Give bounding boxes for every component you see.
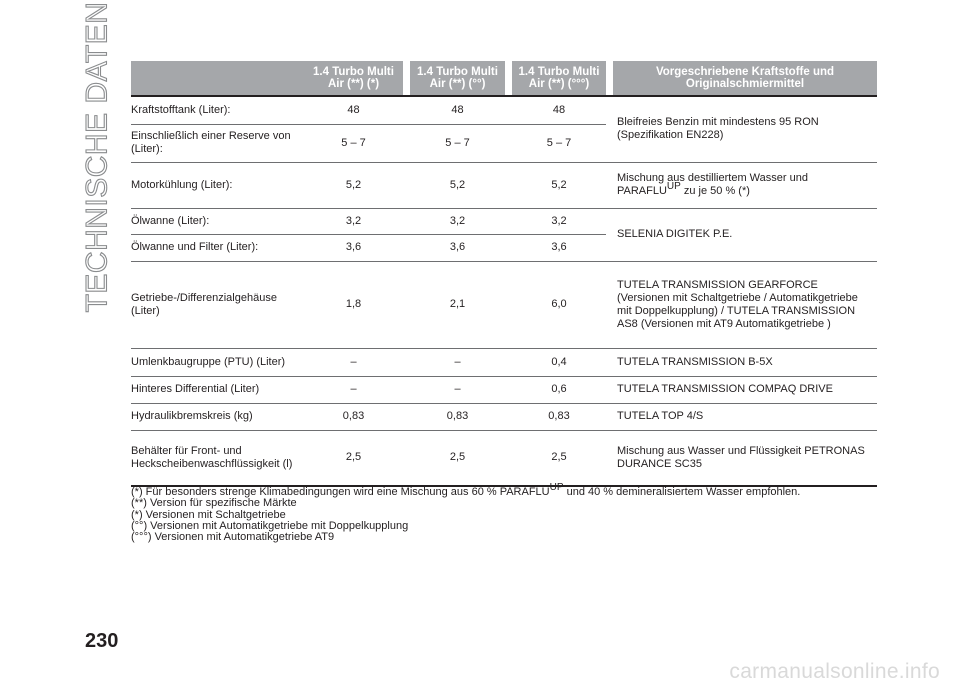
row-label: Hinteres Differential (Liter): [131, 376, 304, 403]
page-number: 230: [85, 630, 119, 652]
value-engine-2: –: [410, 376, 505, 403]
table-row: [131, 162, 877, 208]
technical-data-table: [131, 61, 877, 487]
footnote: (*) Für besonders strenge Klimabedingungen wird eine Mischung aus 60 % $PARAFLU^{UP}$ und 40 % demineralisiertem Wasser empfohlen.: [131, 482, 801, 498]
value-engine-3: 3,6: [512, 234, 606, 261]
row-label: Kraftstofftank (Liter):: [131, 96, 304, 124]
oil-spec: SELENIA DIGITEK P.E.: [613, 208, 877, 261]
value-engine-1: –: [304, 376, 403, 403]
value-engine-1: 5 – 7: [304, 124, 403, 162]
value-engine-1: 3,6: [304, 234, 403, 261]
header-fluids: Vorgeschriebene Kraftstoffe und Originalschmiermittel: [613, 61, 877, 96]
brake-fluid-spec: TUTELA TOP 4/S: [613, 403, 877, 430]
value-engine-1: –: [304, 348, 403, 376]
table-header-row: [131, 61, 877, 96]
ptu-oil-spec: TUTELA TRANSMISSION B-5X: [613, 348, 877, 376]
footnotes: [131, 482, 881, 544]
value-engine-2: 0,83: [410, 403, 505, 430]
value-engine-2: 3,6: [410, 234, 505, 261]
footnote-superscript: UP: [549, 482, 564, 493]
value-engine-3: 0,4: [512, 348, 606, 376]
table-row: [131, 430, 877, 486]
row-label: Ölwanne und Filter (Liter):: [131, 234, 304, 261]
value-engine-3: 0,6: [512, 376, 606, 403]
value-engine-3: 2,5: [512, 430, 606, 486]
header-engine-3: 1.4 Turbo Multi Air (**) (°°°): [512, 61, 606, 96]
value-engine-1: 3,2: [304, 208, 403, 234]
row-label: Motorkühlung (Liter):: [131, 162, 304, 208]
table-row: [131, 348, 877, 376]
value-engine-2: 2,5: [410, 430, 505, 486]
row-label: Hydraulikbremskreis (kg): [131, 403, 304, 430]
row-label: Ölwanne (Liter):: [131, 208, 304, 234]
section-title-vertical: [80, 1, 114, 313]
value-engine-1: 2,5: [304, 430, 403, 486]
value-engine-3: 48: [512, 96, 606, 124]
watermark: carmanualsonline.info: [729, 660, 940, 683]
header-empty-cell: [131, 61, 304, 96]
section-title-text: TECHNISCHE DATEN: [80, 1, 113, 313]
rear-diff-oil-spec: TUTELA TRANSMISSION COMPAQ DRIVE: [613, 376, 877, 403]
header-engine-1: 1.4 Turbo Multi Air (**) (*): [304, 61, 403, 96]
table-row: [131, 208, 877, 234]
footnote: (°°) Versionen mit Automatikgetriebe mit Doppelkupplung: [131, 519, 409, 532]
value-engine-2: 5,2: [410, 162, 505, 208]
footnote: (**) Version für spezifische Märkte: [131, 497, 297, 510]
value-engine-2: –: [410, 348, 505, 376]
value-engine-2: 48: [410, 96, 505, 124]
footnote: (°°°) Versionen mit Automatikgetriebe AT9: [131, 531, 335, 544]
coolant-spec: Mischung aus destilliertem Wasser und $PARAFLU^{UP}$ zu je 50 % (*): [613, 162, 877, 208]
coolant-superscript: UP: [666, 181, 681, 192]
row-label: Umlenkbaugruppe (PTU) (Liter): [131, 348, 304, 376]
row-label: Einschließlich einer Reserve von (Liter):: [131, 124, 304, 162]
value-engine-3: 3,2: [512, 208, 606, 234]
table-row: [131, 261, 877, 348]
row-label: Getriebe-/Differenzialgehäuse (Liter): [131, 261, 304, 348]
value-engine-3: 6,0: [512, 261, 606, 348]
value-engine-3: 5,2: [512, 162, 606, 208]
value-engine-1: 0,83: [304, 403, 403, 430]
washer-fluid-spec: Mischung aus Wasser und Flüssigkeit PETRONAS DURANCE SC35: [613, 430, 877, 486]
row-label: Behälter für Front- und Heckscheibenwaschflüssigkeit (l): [131, 430, 304, 486]
table-row: [131, 96, 877, 124]
value-engine-1: 48: [304, 96, 403, 124]
gearbox-oil-spec: TUTELA TRANSMISSION GEARFORCE (Versionen mit Schaltgetriebe / Automatikgetriebe mit Doppelkupplung) / TUTELA TRANSMISSION AS8 (Versionen mit AT9 Automatikgetriebe ): [613, 261, 877, 348]
value-engine-3: 0,83: [512, 403, 606, 430]
value-engine-2: 2,1: [410, 261, 505, 348]
value-engine-3: 5 – 7: [512, 124, 606, 162]
value-engine-1: 1,8: [304, 261, 403, 348]
footnote: (*) Versionen mit Schaltgetriebe: [131, 508, 286, 521]
table-row: [131, 403, 877, 430]
value-engine-2: 3,2: [410, 208, 505, 234]
table-row: [131, 376, 877, 403]
header-engine-2: 1.4 Turbo Multi Air (**) (°°): [410, 61, 505, 96]
value-engine-1: 5,2: [304, 162, 403, 208]
fuel-spec: Bleifreies Benzin mit mindestens 95 RON (Spezifikation EN228): [613, 96, 877, 162]
value-engine-2: 5 – 7: [410, 124, 505, 162]
